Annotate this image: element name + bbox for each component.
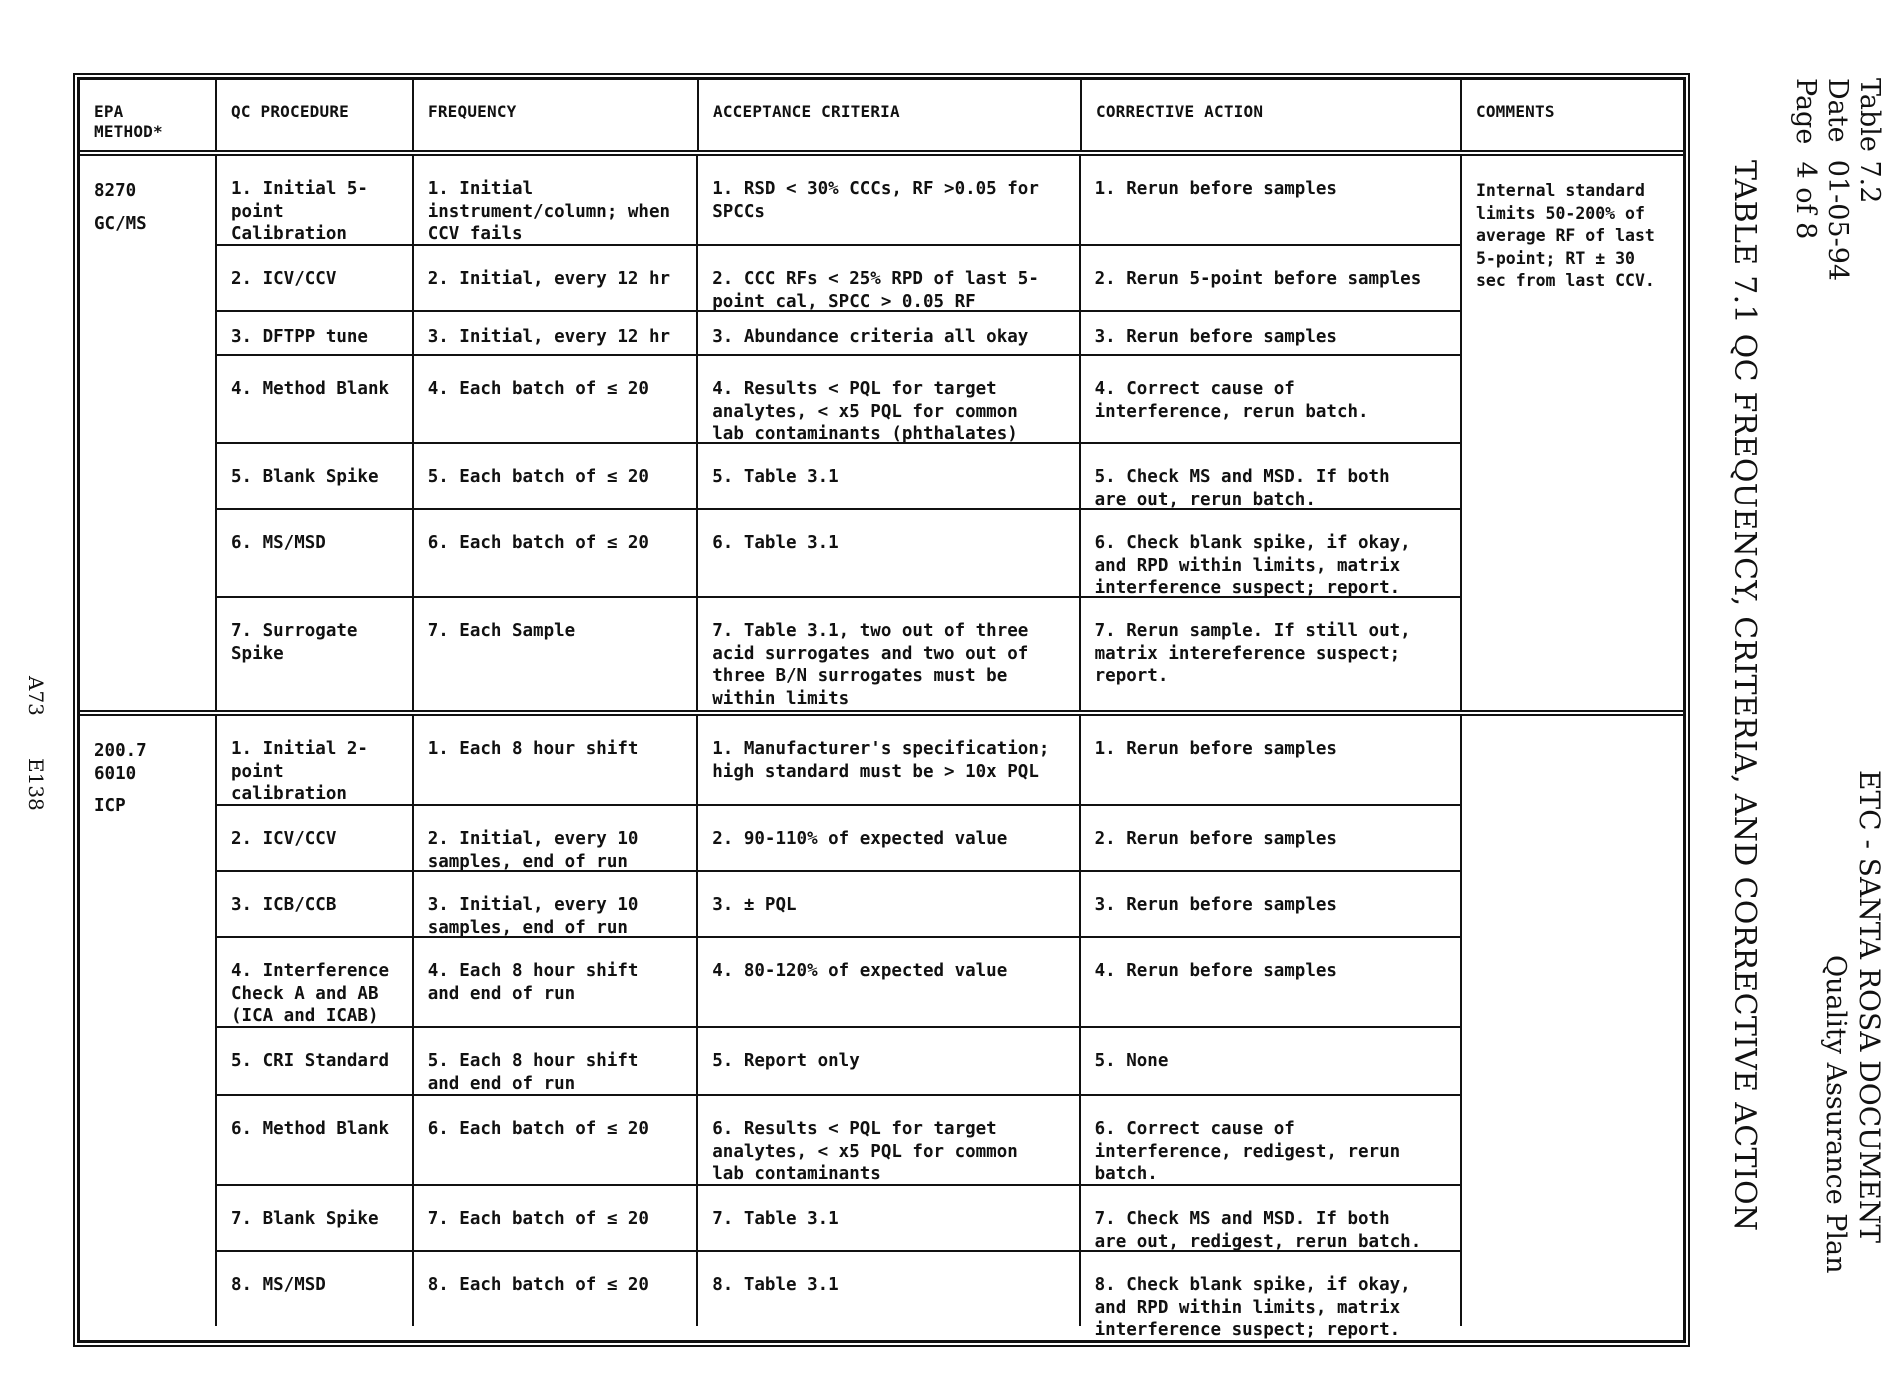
page-code-a: A73 [24, 676, 48, 716]
table-row [217, 938, 1460, 1028]
qc-rows [217, 156, 1462, 710]
header-corrective-action: CORRECTIVE ACTION [1082, 80, 1462, 150]
table-row [217, 1028, 1460, 1096]
table-row [217, 356, 1460, 444]
table-row [217, 1186, 1460, 1252]
criteria-cell: 5. Report only [698, 1028, 1080, 1094]
table-number: Table 7.2 [1854, 78, 1885, 204]
plan-name: Quality Assurance Plan [1820, 955, 1851, 1274]
criteria-cell: 8. Table 3.1 [698, 1252, 1080, 1326]
frequency-cell: 4. Each batch of ≤ 20 [414, 356, 699, 442]
action-cell: 3. Rerun before samples [1094, 327, 1337, 347]
action-cell: 1. Rerun before samples [1094, 179, 1337, 199]
qc-procedure-cell: 5. Blank Spike [217, 444, 414, 508]
table-header-row [80, 80, 1683, 156]
table-row [217, 246, 1460, 312]
criteria-cell: 3. Abundance criteria all okay [698, 312, 1080, 354]
criteria-cell: 1. Manufacturer's specification; high standard must be > 10x PQL [698, 716, 1080, 804]
action-cell: 6. Correct cause of interference, redigest, rerun batch. [1094, 1119, 1401, 1184]
qc-procedure-cell: 6. Method Blank [217, 1096, 414, 1184]
criteria-cell: 5. Table 3.1 [698, 444, 1080, 508]
criteria-cell: 2. CCC RFs < 25% RPD of last 5- point cal, SPCC > 0.05 RF [698, 246, 1080, 310]
action-cell: 2. Rerun before samples [1094, 829, 1337, 849]
table-row [217, 444, 1460, 510]
table-row [217, 716, 1460, 806]
frequency-cell: 4. Each 8 hour shift and end of run [414, 938, 699, 1026]
table-row [217, 1252, 1460, 1340]
action-cell: 4. Correct cause of interference, rerun batch. [1094, 379, 1369, 422]
qc-procedure-cell: 1. Initial 2- point calibration [217, 716, 414, 804]
frequency-cell: 6. Each batch of ≤ 20 [414, 510, 699, 596]
criteria-cell: 6. Results < PQL for target analytes, < x5 PQL for common lab contaminants [698, 1096, 1080, 1184]
qc-procedure-cell: 3. DFTPP tune [217, 312, 414, 354]
table-row [217, 312, 1460, 356]
action-cell: 8. Check blank spike, if okay, and RPD within limits, matrix interference suspect; report. [1094, 1275, 1411, 1340]
qc-procedure-cell: 3. ICB/CCB [217, 872, 414, 936]
frequency-cell: 2. Initial, every 10 samples, end of run [414, 806, 699, 870]
frequency-cell: 3. Initial, every 10 samples, end of run [414, 872, 699, 936]
qc-procedure-cell: 2. ICV/CCV [217, 246, 414, 310]
qc-procedure-cell: 5. CRI Standard [217, 1028, 414, 1094]
header-acceptance-criteria: ACCEPTANCE CRITERIA [699, 80, 1082, 150]
criteria-cell: 6. Table 3.1 [698, 510, 1080, 596]
method-cell [80, 156, 217, 710]
qc-procedure-cell: 4. Interference Check A and AB (ICA and ICAB) [217, 938, 414, 1026]
comments-cell [1462, 716, 1683, 1326]
qc-procedure-cell: 8. MS/MSD [217, 1252, 414, 1326]
method-number: 200.7 6010 [94, 741, 147, 784]
action-cell: 7. Rerun sample. If still out, matrix intereference suspect; report. [1094, 621, 1411, 686]
method-type: GC/MS [94, 213, 147, 234]
qc-procedure-cell: 1. Initial 5- point Calibration [217, 156, 414, 244]
method-number: 8270 [94, 181, 137, 201]
method-cell [80, 716, 217, 1326]
qc-procedure-cell: 7. Surrogate Spike [217, 598, 414, 710]
qc-procedure-cell: 7. Blank Spike [217, 1186, 414, 1250]
header-qc-procedure: QC PROCEDURE [217, 80, 414, 150]
header-epa-method: EPA METHOD* [80, 80, 217, 150]
method-type: ICP [94, 796, 126, 816]
table-title: TABLE 7.1 QC FREQUENCY, CRITERIA, AND CORRECTIVE ACTION [1727, 160, 1762, 1232]
method-block-8270 [80, 156, 1683, 716]
action-cell: 1. Rerun before samples [1094, 739, 1337, 759]
criteria-cell: 7. Table 3.1, two out of three acid surrogates and two out of three B/N surrogates must be within limits [698, 598, 1080, 710]
criteria-cell: 3. ± PQL [698, 872, 1080, 936]
qc-procedure-cell: 6. MS/MSD [217, 510, 414, 596]
frequency-cell: 8. Each batch of ≤ 20 [414, 1252, 699, 1326]
method-block-icp [80, 716, 1683, 1340]
frequency-cell: 5. Each batch of ≤ 20 [414, 444, 699, 508]
qc-procedure-cell: 4. Method Blank [217, 356, 414, 442]
frequency-cell: 5. Each 8 hour shift and end of run [414, 1028, 699, 1094]
frequency-cell: 6. Each batch of ≤ 20 [414, 1096, 699, 1184]
action-cell: 4. Rerun before samples [1094, 961, 1337, 981]
header-frequency: FREQUENCY [414, 80, 699, 150]
action-cell: 5. None [1094, 1051, 1169, 1071]
company-name: ETC - SANTA ROSA DOCUMENT [1853, 770, 1886, 1244]
table-row [217, 1096, 1460, 1186]
comments-cell: Internal standard limits 50-200% of average RF of last 5-point; RT ± 30 sec from last CCV. [1476, 181, 1655, 290]
table-row [217, 872, 1460, 938]
frequency-cell: 1. Initial instrument/column; when CCV fails [414, 156, 699, 244]
action-cell: 5. Check MS and MSD. If both are out, rerun batch. [1094, 467, 1390, 510]
document-reference [1789, 78, 1885, 281]
qc-procedure-cell: 2. ICV/CCV [217, 806, 414, 870]
table-row [217, 156, 1460, 246]
criteria-cell: 1. RSD < 30% CCCs, RF >0.05 for SPCCs [698, 156, 1080, 244]
page-code-b: E138 [24, 758, 48, 811]
action-cell: 2. Rerun 5-point before samples [1094, 269, 1422, 289]
frequency-cell: 7. Each Sample [414, 598, 699, 710]
criteria-cell: 2. 90-110% of expected value [698, 806, 1080, 870]
table-row [217, 510, 1460, 598]
document-date: Date 01-05-94 [1822, 78, 1853, 282]
page-number: Page 4 of 8 [1790, 78, 1821, 240]
table-row [217, 806, 1460, 872]
criteria-cell: 7. Table 3.1 [698, 1186, 1080, 1250]
criteria-cell: 4. 80-120% of expected value [698, 938, 1080, 1026]
frequency-cell: 7. Each batch of ≤ 20 [414, 1186, 699, 1250]
action-cell: 7. Check MS and MSD. If both are out, redigest, rerun batch. [1094, 1209, 1422, 1252]
criteria-cell: 4. Results < PQL for target analytes, < x5 PQL for common lab contaminants (phthalates) [698, 356, 1080, 442]
action-cell: 3. Rerun before samples [1094, 895, 1337, 915]
frequency-cell: 1. Each 8 hour shift [414, 716, 699, 804]
qc-table [73, 73, 1690, 1347]
table-row [217, 598, 1460, 710]
action-cell: 6. Check blank spike, if okay, and RPD within limits, matrix interference suspect; report. [1094, 533, 1411, 598]
header-comments: COMMENTS [1476, 102, 1555, 121]
frequency-cell: 2. Initial, every 12 hr [414, 246, 699, 310]
frequency-cell: 3. Initial, every 12 hr [414, 312, 699, 354]
qc-rows [217, 716, 1462, 1340]
